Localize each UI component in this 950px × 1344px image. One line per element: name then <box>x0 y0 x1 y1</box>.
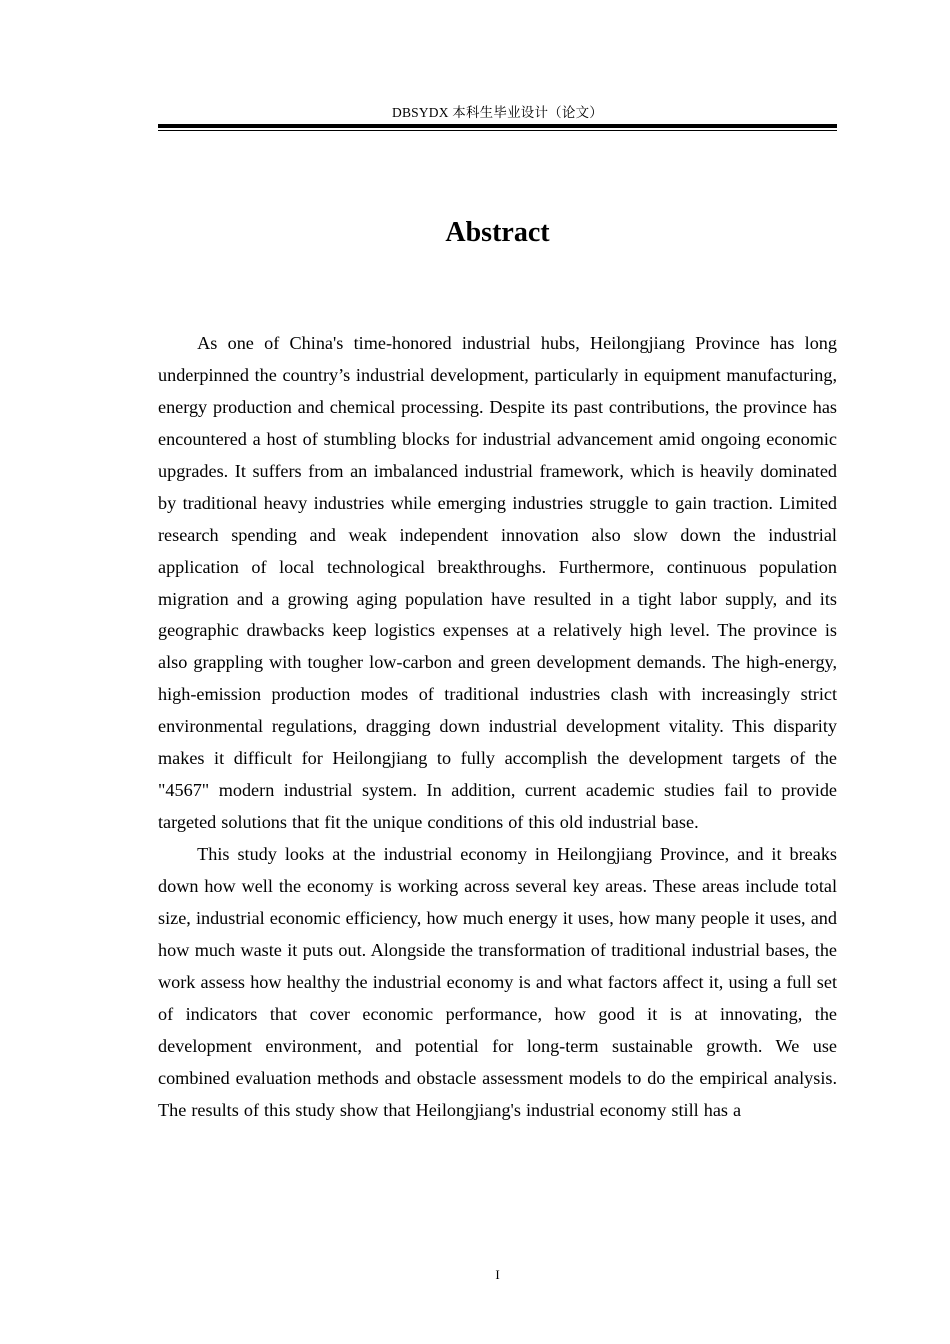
header-divider-thick <box>158 124 837 128</box>
page-number: I <box>495 1267 500 1282</box>
abstract-paragraph-2: This study looks at the industrial economy in Heilongjiang Province, and it breaks down how well the economy is working across several key areas. These areas include total size, industrial economic efficiency, how much energy it uses, how many people it uses, and how much waste it puts out. Alongside the transformation of traditional industrial bases, the work assess how healthy the industrial economy is and what factors affect it, using a full set of indicators that cover economic performance, how good it is at innovating, the development environment, and potential for long-term sustainable growth. We use combined evaluation methods and obstacle assessment models to do the empirical analysis. The results of this study show that Heilongjiang's industrial economy still has a <box>158 844 837 1120</box>
page-header: DBSYDX 本科生毕业设计（论文） <box>392 105 603 120</box>
abstract-title: Abstract <box>445 217 550 248</box>
abstract-body <box>158 328 837 1126</box>
abstract-paragraph-1: As one of China's time-honored industrial hubs, Heilongjiang Province has long underpinned the country’s industrial development, particularly in equipment manufacturing, energy production and chemical processing. Despite its past contributions, the province has encountered a host of stumbling blocks for industrial advancement amid ongoing economic upgrades. It suffers from an imbalanced industrial framework, which is heavily dominated by traditional heavy industries while emerging industries struggle to gain traction. Limited research spending and weak independent innovation also slow down the industrial application of local technological breakthroughs. Furthermore, continuous population migration and a growing aging population have resulted in a tight labor supply, and its geographic drawbacks keep logistics expenses at a relatively high level. The province is also grappling with tougher low-carbon and green development demands. The high-energy, high-emission production modes of traditional industries clash with increasingly strict environmental regulations, dragging down industrial development vitality. This disparity makes it difficult for Heilongjiang to fully accomplish the development targets of the "4567" modern industrial system. In addition, current academic studies fail to provide targeted solutions that fit the unique conditions of this old industrial base. <box>158 333 837 833</box>
header-divider-thin <box>158 130 837 131</box>
